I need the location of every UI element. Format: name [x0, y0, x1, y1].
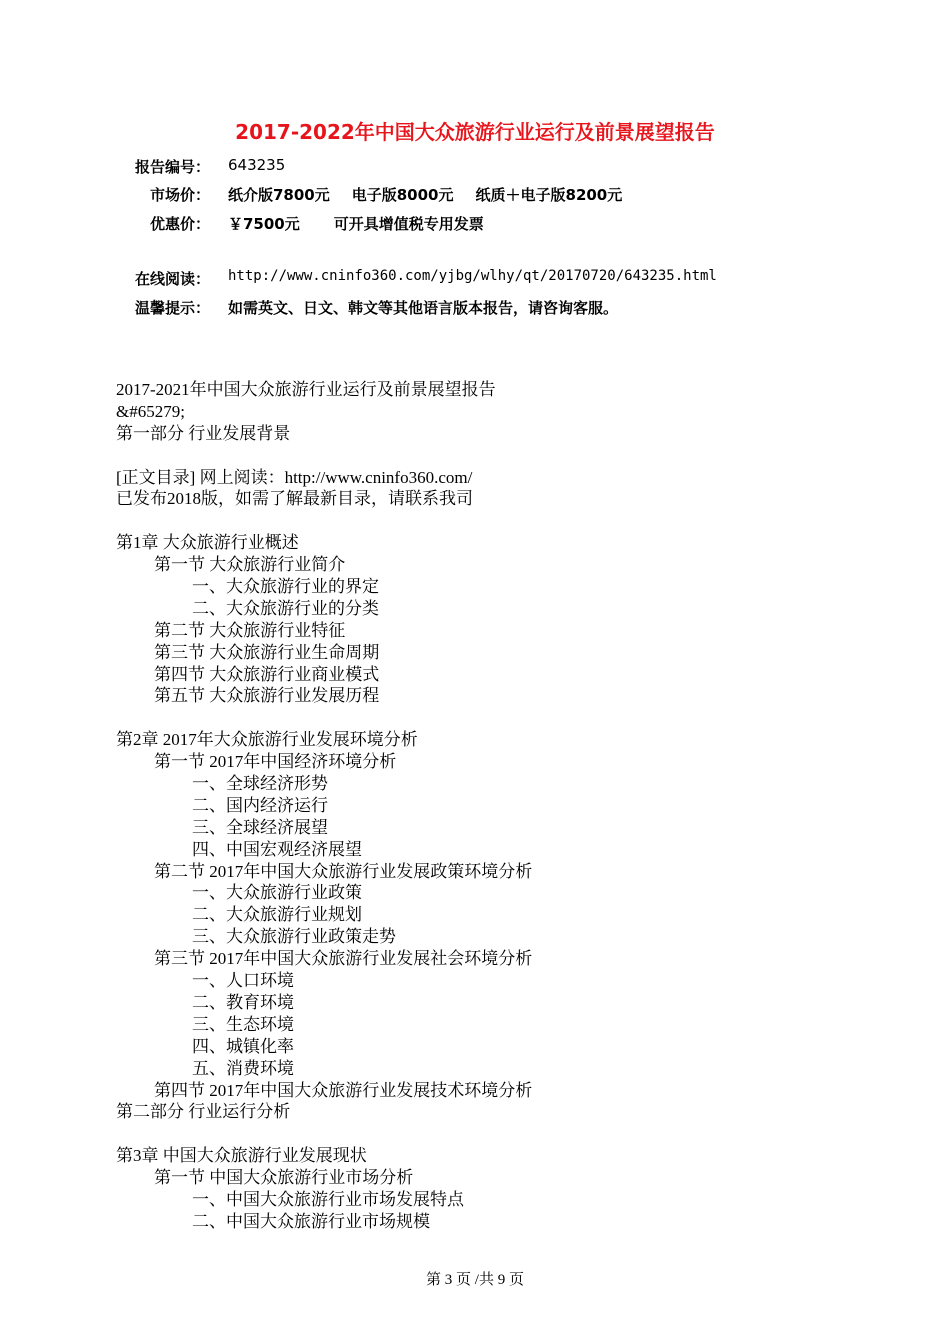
price-electronic: 电子版8000元: [351, 186, 454, 204]
report-number-label: 报告编号：: [134, 158, 210, 176]
toc-heading: 第二部分 行业运行分析: [116, 1102, 291, 1122]
invoice-note: 可开具增值税专用发票: [333, 215, 484, 233]
toc-subsection: 二、大众旅游行业的分类: [192, 598, 379, 618]
toc-subsection: 二、中国大众旅游行业市场规模: [192, 1211, 430, 1231]
toc-subsection: 一、全球经济形势: [192, 774, 328, 794]
footer-mid: 页 /共: [456, 1272, 494, 1288]
toc-section: 第四节 大众旅游行业商业模式: [154, 664, 380, 684]
blank-line: [116, 445, 896, 467]
footer-prefix: 第: [426, 1272, 442, 1288]
toc-section: 第一节 中国大众旅游行业市场分析: [154, 1168, 414, 1188]
toc-heading: [正文目录] 网上阅读：http://www.cninfo360.com/: [116, 467, 473, 487]
price-paper-electronic: 纸质＋电子版8200元: [475, 186, 623, 204]
market-price-label: 市场价：: [149, 186, 210, 204]
toc-subsection: 三、生态环境: [192, 1014, 294, 1034]
discount-price-label: 优惠价：: [149, 215, 210, 233]
toc-subsection: 一、大众旅游行业政策: [192, 883, 362, 903]
toc-subsection: 一、中国大众旅游行业市场发展特点: [192, 1189, 464, 1209]
toc-section: 第一节 2017年中国经济环境分析: [154, 752, 397, 772]
footer-suffix: 页: [508, 1272, 524, 1288]
tip-text: 如需英文、日文、韩文等其他语言版本报告，请咨询客服。: [228, 299, 619, 317]
current-page-number: 3: [444, 1272, 453, 1288]
toc-heading: 已发布2018版，如需了解最新目录，请联系我司: [116, 489, 473, 509]
page-footer: [0, 1268, 950, 1289]
price-paper: 纸介版7800元: [228, 186, 330, 204]
blank-line: [116, 1123, 896, 1145]
toc-section: 第一节 大众旅游行业简介: [154, 555, 346, 575]
discount-price-values: [228, 213, 484, 234]
toc-heading: &#65279;: [116, 401, 185, 421]
toc-heading: 第1章 大众旅游行业概述: [116, 533, 299, 553]
toc-heading: 2017-2021年中国大众旅游行业运行及前景展望报告: [116, 380, 496, 399]
toc-subsection: 二、大众旅游行业规划: [192, 905, 362, 925]
market-price-values: [228, 184, 622, 205]
toc-subsection: 一、大众旅游行业的界定: [192, 577, 379, 597]
toc-subsection: 一、人口环境: [192, 971, 294, 991]
toc-section: 第三节 大众旅游行业生命周期: [154, 642, 380, 662]
online-read-label: 在线阅读：: [134, 270, 210, 288]
blank-line: [116, 707, 896, 729]
report-number-value: 643235: [228, 156, 286, 174]
toc-section: 第二节 2017年中国大众旅游行业发展政策环境分析: [154, 861, 533, 881]
toc-heading: 第2章 2017年大众旅游行业发展环境分析: [116, 730, 418, 750]
toc-section: 第三节 2017年中国大众旅游行业发展社会环境分析: [154, 949, 533, 969]
toc-section: 第五节 大众旅游行业发展历程: [154, 686, 380, 706]
table-of-contents: [116, 379, 896, 1233]
online-read-url[interactable]: http://www.cninfo360.com/yjbg/wlhy/qt/20170720/643235.html: [228, 268, 717, 284]
toc-section: 第四节 2017年中国大众旅游行业发展技术环境分析: [154, 1080, 533, 1100]
total-page-number: 9: [497, 1272, 506, 1288]
toc-subsection: 二、教育环境: [192, 992, 294, 1012]
report-title: 2017-2022年中国大众旅游行业运行及前景展望报告: [235, 120, 715, 144]
toc-section: 第二节 大众旅游行业特征: [154, 620, 346, 640]
tip-label: 温馨提示：: [134, 299, 210, 317]
toc-subsection: 五、消费环境: [192, 1058, 294, 1078]
toc-subsection: 二、国内经济运行: [192, 795, 328, 815]
toc-heading: 第3章 中国大众旅游行业发展现状: [116, 1146, 367, 1166]
discount-price: ￥7500元: [228, 215, 300, 233]
toc-heading: 第一部分 行业发展背景: [116, 423, 291, 443]
toc-subsection: 三、全球经济展望: [192, 817, 328, 837]
blank-line: [116, 510, 896, 532]
toc-subsection: 四、城镇化率: [192, 1036, 294, 1056]
toc-subsection: 四、中国宏观经济展望: [192, 839, 362, 859]
toc-subsection: 三、大众旅游行业政策走势: [192, 927, 396, 947]
